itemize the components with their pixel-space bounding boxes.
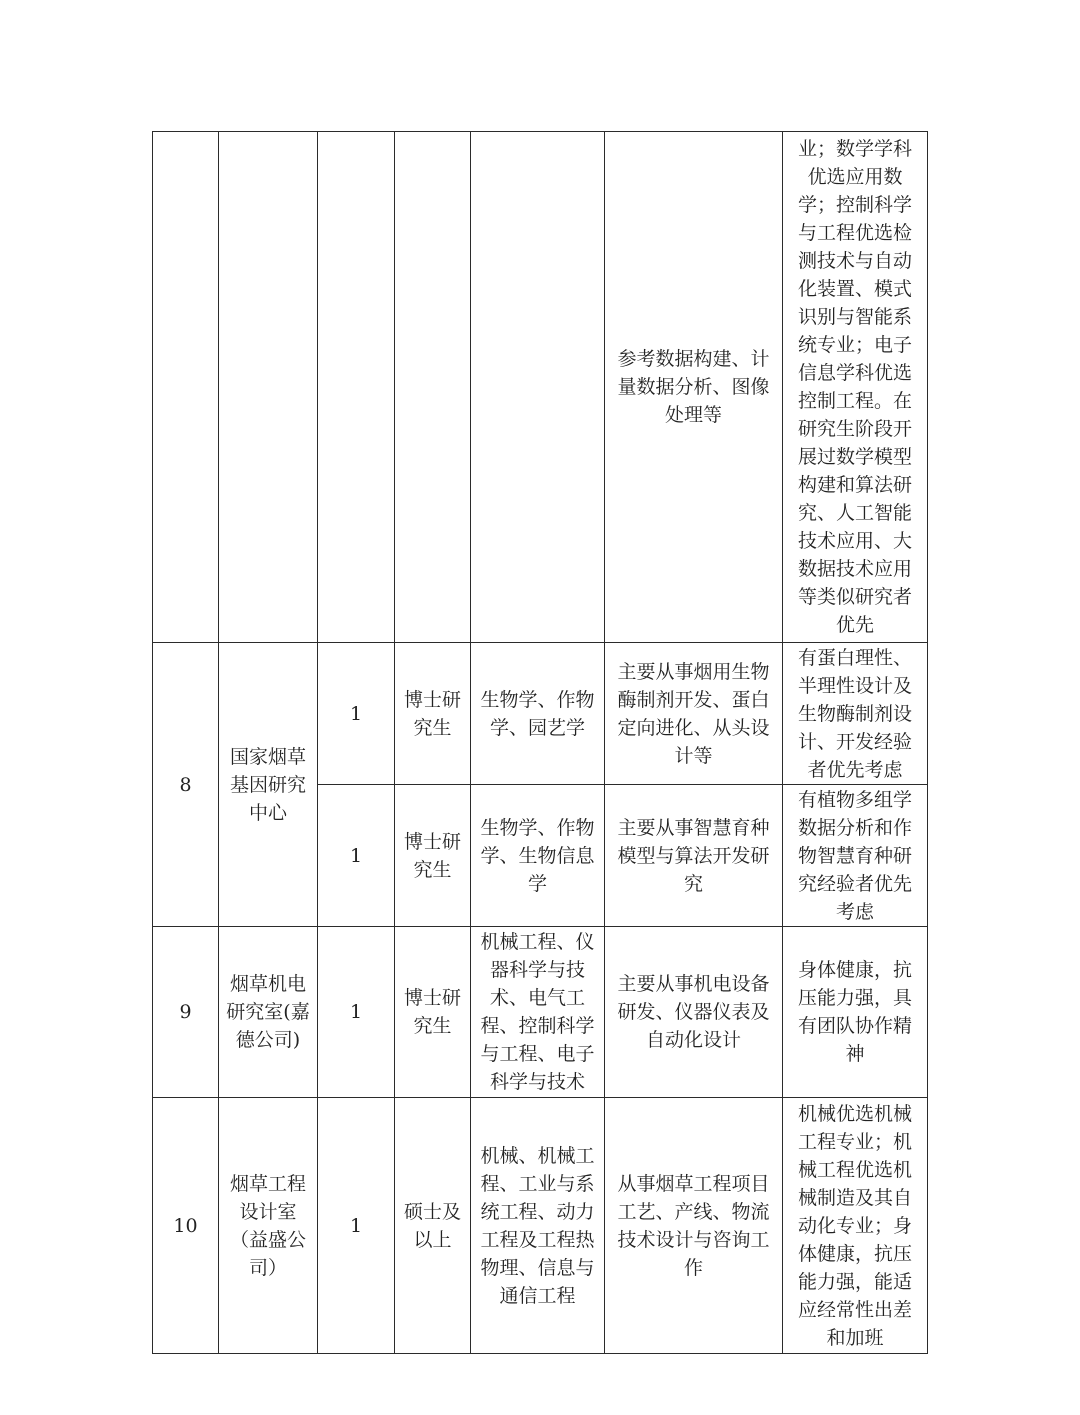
cell-duty: 从事烟草工程项目工艺、产线、物流技术设计与咨询工作 [605,1098,783,1354]
table-row [153,132,928,643]
cell-major: 生物学、作物学、生物信息学 [471,785,605,927]
recruitment-table [152,131,928,1354]
table-row [153,1098,928,1354]
cell-requirement: 机械优选机械工程专业；机械工程优选机械制造及其自动化专业；身体健康，抗压能力强，能适应经常性出差和加班 [783,1098,928,1354]
cell-count [318,132,395,643]
cell-requirement: 身体健康，抗压能力强，具有团队协作精神 [783,927,928,1098]
cell-unit: 烟草工程设计室（益盛公司） [219,1098,318,1354]
cell-no [153,132,219,643]
cell-no: 8 [153,643,219,927]
cell-unit: 烟草机电研究室(嘉德公司) [219,927,318,1098]
cell-education: 博士研究生 [395,643,471,785]
cell-major: 机械、机械工程、工业与系统工程、动力工程及工程热物理、信息与通信工程 [471,1098,605,1354]
cell-no: 10 [153,1098,219,1354]
cell-unit: 国家烟草基因研究中心 [219,643,318,927]
cell-major [471,132,605,643]
cell-count: 1 [318,1098,395,1354]
cell-count: 1 [318,785,395,927]
cell-requirement: 有植物多组学数据分析和作物智慧育种研究经验者优先考虑 [783,785,928,927]
cell-education [395,132,471,643]
table-row [153,927,928,1098]
cell-count: 1 [318,643,395,785]
cell-duty: 主要从事烟用生物酶制剂开发、蛋白定向进化、从头设计等 [605,643,783,785]
cell-major: 机械工程、仪器科学与技术、电气工程、控制科学与工程、电子科学与技术 [471,927,605,1098]
cell-education: 博士研究生 [395,927,471,1098]
table-row [153,643,928,785]
cell-education: 博士研究生 [395,785,471,927]
cell-no: 9 [153,927,219,1098]
cell-unit [219,132,318,643]
cell-duty: 主要从事智慧育种模型与算法开发研究 [605,785,783,927]
cell-education: 硕士及以上 [395,1098,471,1354]
cell-major: 生物学、作物学、园艺学 [471,643,605,785]
cell-requirement: 有蛋白理性、半理性设计及生物酶制剂设计、开发经验者优先考虑 [783,643,928,785]
cell-duty: 参考数据构建、计量数据分析、图像处理等 [605,132,783,643]
cell-duty: 主要从事机电设备研发、仪器仪表及自动化设计 [605,927,783,1098]
cell-count: 1 [318,927,395,1098]
cell-requirement: 业；数学学科优选应用数学；控制科学与工程优选检测技术与自动化装置、模式识别与智能系统专业；电子信息学科优选控制工程。在研究生阶段开展过数学模型构建和算法研究、人工智能技术应用、大数据技术应用等类似研究者优先 [783,132,928,643]
